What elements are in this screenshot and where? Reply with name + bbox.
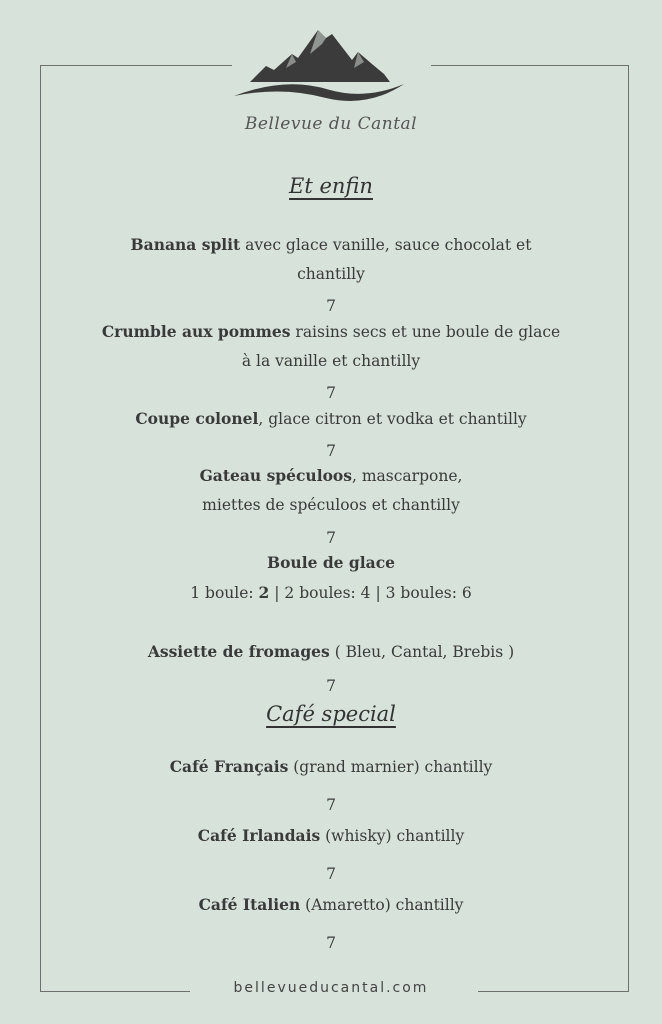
item-price: 7 — [326, 442, 336, 460]
item-name: Café Irlandais — [197, 826, 321, 845]
item-price: 7 — [326, 796, 336, 814]
section-title-cafe: Café special — [266, 702, 396, 726]
item-price: 7 — [326, 677, 336, 695]
item-name: Crumble aux pommes — [101, 322, 291, 341]
ice-cream-options — [0, 583, 662, 603]
section-title-desserts: Et enfin — [289, 174, 373, 198]
menu-item-boule-de-glace — [0, 553, 662, 573]
item-desc: (Amaretto) chantilly — [300, 896, 464, 914]
item-desc: (grand marnier) chantilly — [288, 758, 493, 776]
website-link[interactable]: bellevueducantal.com — [233, 980, 429, 996]
item-name: Café Italien — [198, 895, 301, 914]
item-desc-cont: à la vanille et chantilly — [241, 352, 421, 370]
mountain-logo — [226, 24, 412, 110]
item-name: Gateau spéculoos — [199, 466, 352, 485]
item-desc: (whisky) chantilly — [320, 827, 465, 845]
option: 3 boules: 6 — [385, 584, 472, 602]
item-price: 7 — [326, 529, 336, 547]
item-name: Boule de glace — [266, 553, 396, 572]
menu-item-coupe-colonel — [0, 409, 662, 429]
menu-item-banana-split — [0, 235, 662, 255]
item-name: Assiette de fromages — [147, 642, 330, 661]
item-price: 7 — [326, 865, 336, 883]
item-price: 7 — [326, 384, 336, 402]
frame-top-right — [431, 65, 629, 66]
item-desc: , glace citron et vodka et chantilly — [258, 410, 527, 428]
menu-item-crumble — [0, 322, 662, 342]
item-name: Coupe colonel — [135, 409, 259, 428]
item-desc: raisins secs et une boule de glace — [290, 323, 561, 341]
menu-item-cafe-irlandais — [0, 826, 662, 846]
item-desc-cont: chantilly — [297, 265, 365, 283]
menu-item-gateau-speculoos — [0, 466, 662, 486]
item-name: Café Français — [169, 757, 289, 776]
option-label: 1 boule: — [190, 584, 259, 602]
menu-item-cafe-italien — [0, 895, 662, 915]
item-desc: ( Bleu, Cantal, Brebis ) — [329, 643, 515, 661]
separator: | — [370, 584, 386, 602]
item-desc: , mascarpone, — [352, 467, 463, 485]
item-desc: avec glace vanille, sauce chocolat et — [240, 236, 532, 254]
frame-top-left — [40, 65, 232, 66]
item-name: Banana split — [130, 235, 241, 254]
menu-item-cafe-francais — [0, 757, 662, 777]
separator: | — [269, 584, 285, 602]
item-price: 7 — [326, 297, 336, 315]
option-price: 2 — [258, 583, 270, 602]
item-price: 7 — [326, 934, 336, 952]
option: 2 boules: 4 — [284, 584, 371, 602]
menu-item-fromages — [0, 642, 662, 662]
brand-name: Bellevue du Cantal — [244, 114, 418, 134]
item-desc-cont: miettes de spéculoos et chantilly — [202, 496, 460, 514]
